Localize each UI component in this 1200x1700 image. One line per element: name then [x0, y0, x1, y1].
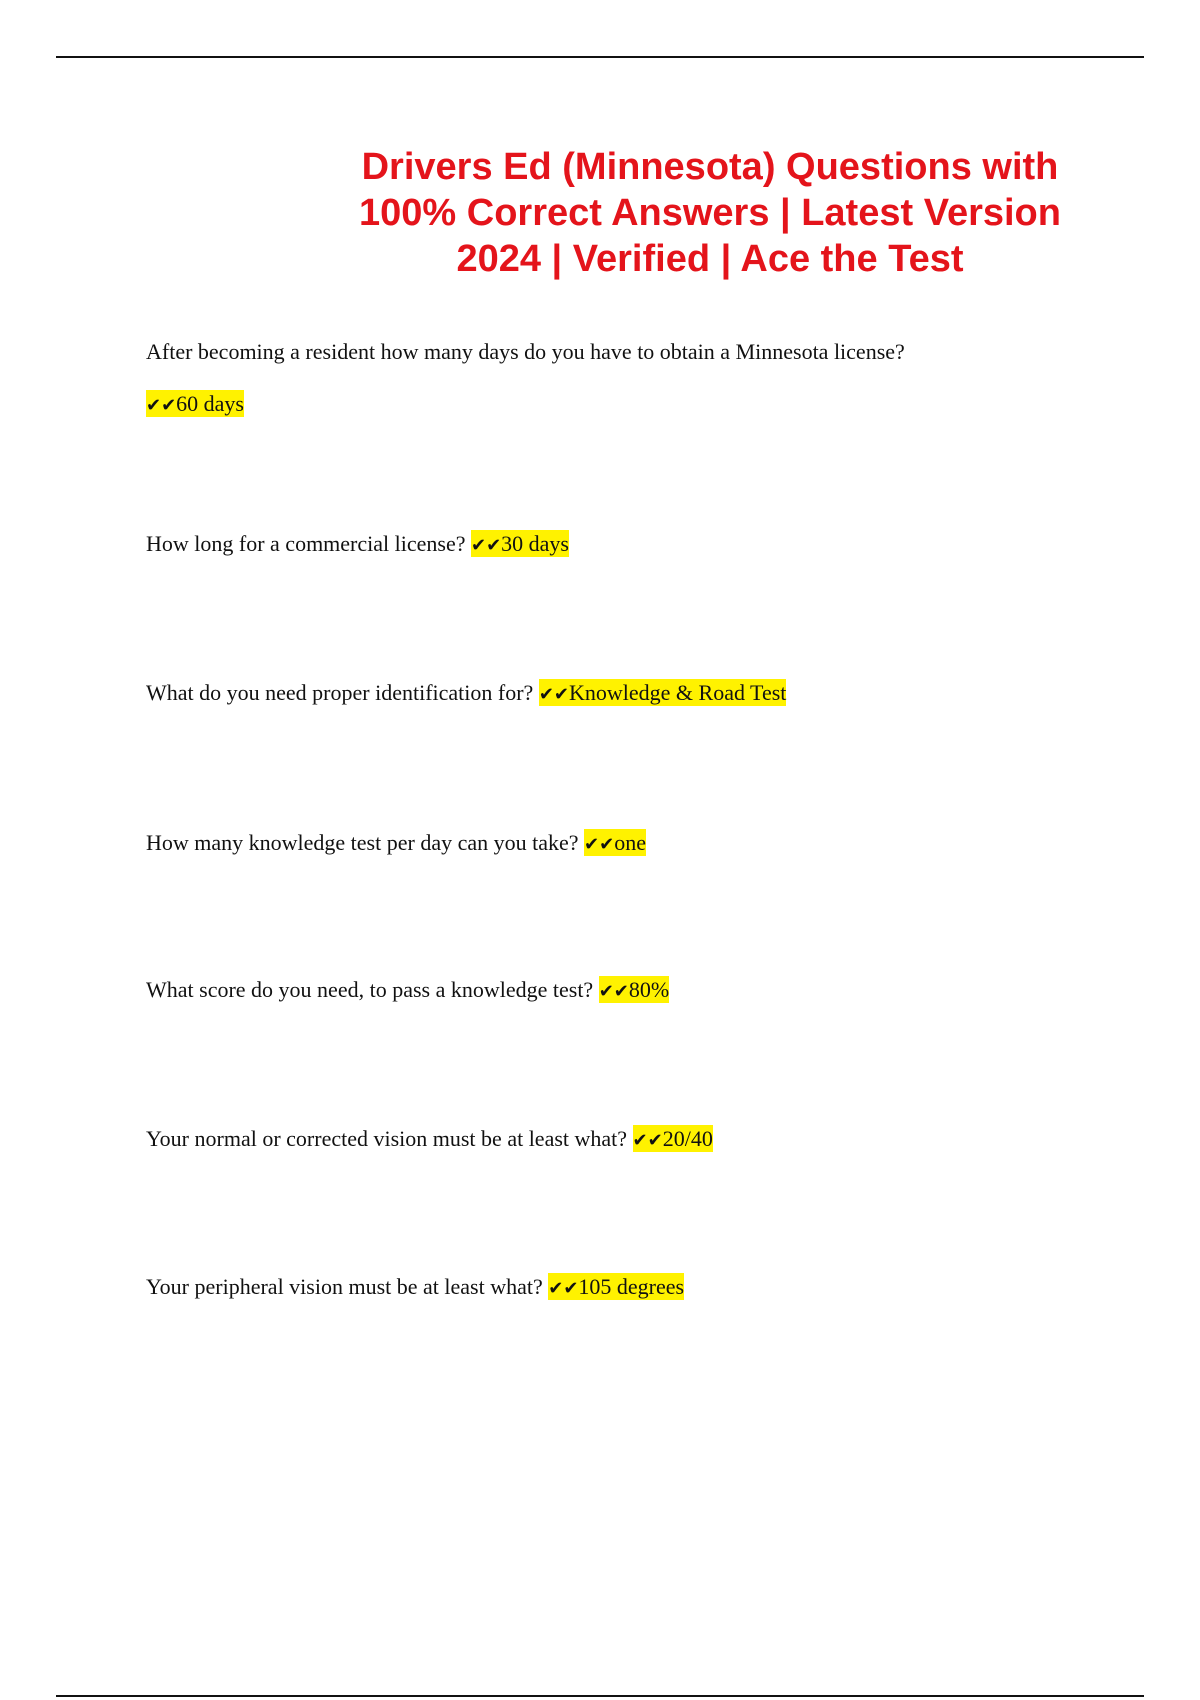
question-text: How many knowledge test per day can you take?	[146, 830, 579, 855]
qa-item-1-answer-row	[146, 390, 244, 420]
qa-item-3	[146, 679, 786, 709]
double-check-icon: ✔✔	[584, 834, 615, 855]
qa-item-7	[146, 1273, 684, 1303]
double-check-icon: ✔✔	[470, 535, 502, 556]
title-line-1: Drivers Ed (Minnesota) Questions with	[361, 146, 1059, 188]
answer-text: one	[614, 830, 646, 855]
answer-highlight	[584, 829, 646, 856]
question-text: What score do you need, to pass a knowledge test?	[146, 977, 594, 1002]
answer-text: 80%	[628, 977, 670, 1002]
title-line-2: 100% Correct Answers | Latest Version	[359, 192, 1061, 234]
double-check-icon: ✔✔	[548, 1278, 579, 1299]
answer-text: Knowledge & Road Test	[568, 680, 787, 705]
document-title	[300, 144, 1120, 282]
qa-item-1-question	[146, 338, 905, 366]
answer-text: 105 degrees	[578, 1274, 685, 1299]
qa-item-2	[146, 530, 569, 560]
bottom-rule	[56, 1695, 1144, 1697]
answer-highlight	[599, 976, 670, 1003]
double-check-icon: ✔✔	[146, 395, 177, 416]
qa-item-5	[146, 976, 669, 1006]
top-rule	[56, 56, 1144, 58]
question-text: Your normal or corrected vision must be at least what?	[146, 1126, 628, 1151]
double-check-icon: ✔✔	[632, 1130, 663, 1151]
answer-text: 30 days	[501, 531, 569, 556]
qa-item-6	[146, 1125, 713, 1155]
question-text: What do you need proper identification for?	[146, 680, 534, 705]
answer-text: 60 days	[176, 391, 244, 416]
question-text: How long for a commercial license?	[146, 531, 466, 556]
answer-highlight	[539, 679, 787, 706]
answer-highlight	[471, 530, 569, 557]
double-check-icon: ✔✔	[538, 684, 569, 705]
qa-item-4	[146, 829, 646, 859]
title-line-3: 2024 | Verified | Ace the Test	[456, 238, 964, 280]
question-text: After becoming a resident how many days do you have to obtain a Minnesota license?	[146, 339, 905, 364]
question-text: Your peripheral vision must be at least what?	[146, 1274, 543, 1299]
answer-highlight	[548, 1273, 684, 1300]
double-check-icon: ✔✔	[598, 981, 629, 1002]
answer-text: 20/40	[662, 1126, 713, 1151]
answer-highlight	[146, 390, 244, 417]
answer-highlight	[633, 1125, 713, 1152]
